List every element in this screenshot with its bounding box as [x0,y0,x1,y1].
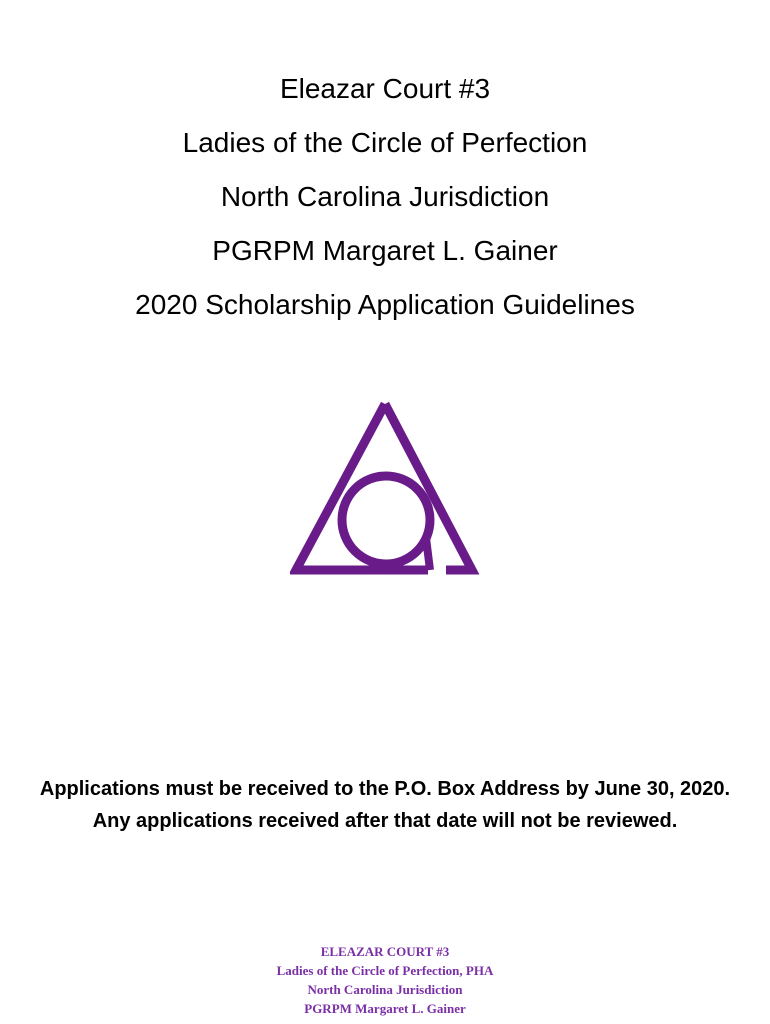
document-title-block [0,62,770,332]
honoree-name: PGRPM Margaret L. Gainer [212,235,558,266]
footer-organization-name: Ladies of the Circle of Perfection, PHA [276,963,494,978]
emblem-triangle [296,404,472,570]
triangle-circle-emblem-icon [290,398,480,578]
jurisdiction-name: North Carolina Jurisdiction [220,181,550,212]
footer-jurisdiction-name: North Carolina Jurisdiction [307,982,463,997]
footer-court-name: ELEAZAR COURT #3 [320,944,450,959]
emblem-circle [342,476,430,564]
deadline-notice: Applications must be received to the P.O. Box Address by June 30, 2020. Any applications received after that date will not be reviewed. [39,778,731,832]
organization-name: Ladies of the Circle of Perfection [182,127,588,158]
document-title: 2020 Scholarship Application Guidelines [135,289,635,320]
footer-block [0,942,770,1018]
emblem-tail [426,538,430,570]
court-name: Eleazar Court #3 [279,73,491,104]
footer-honoree-name: PGRPM Margaret L. Gainer [304,1001,466,1016]
